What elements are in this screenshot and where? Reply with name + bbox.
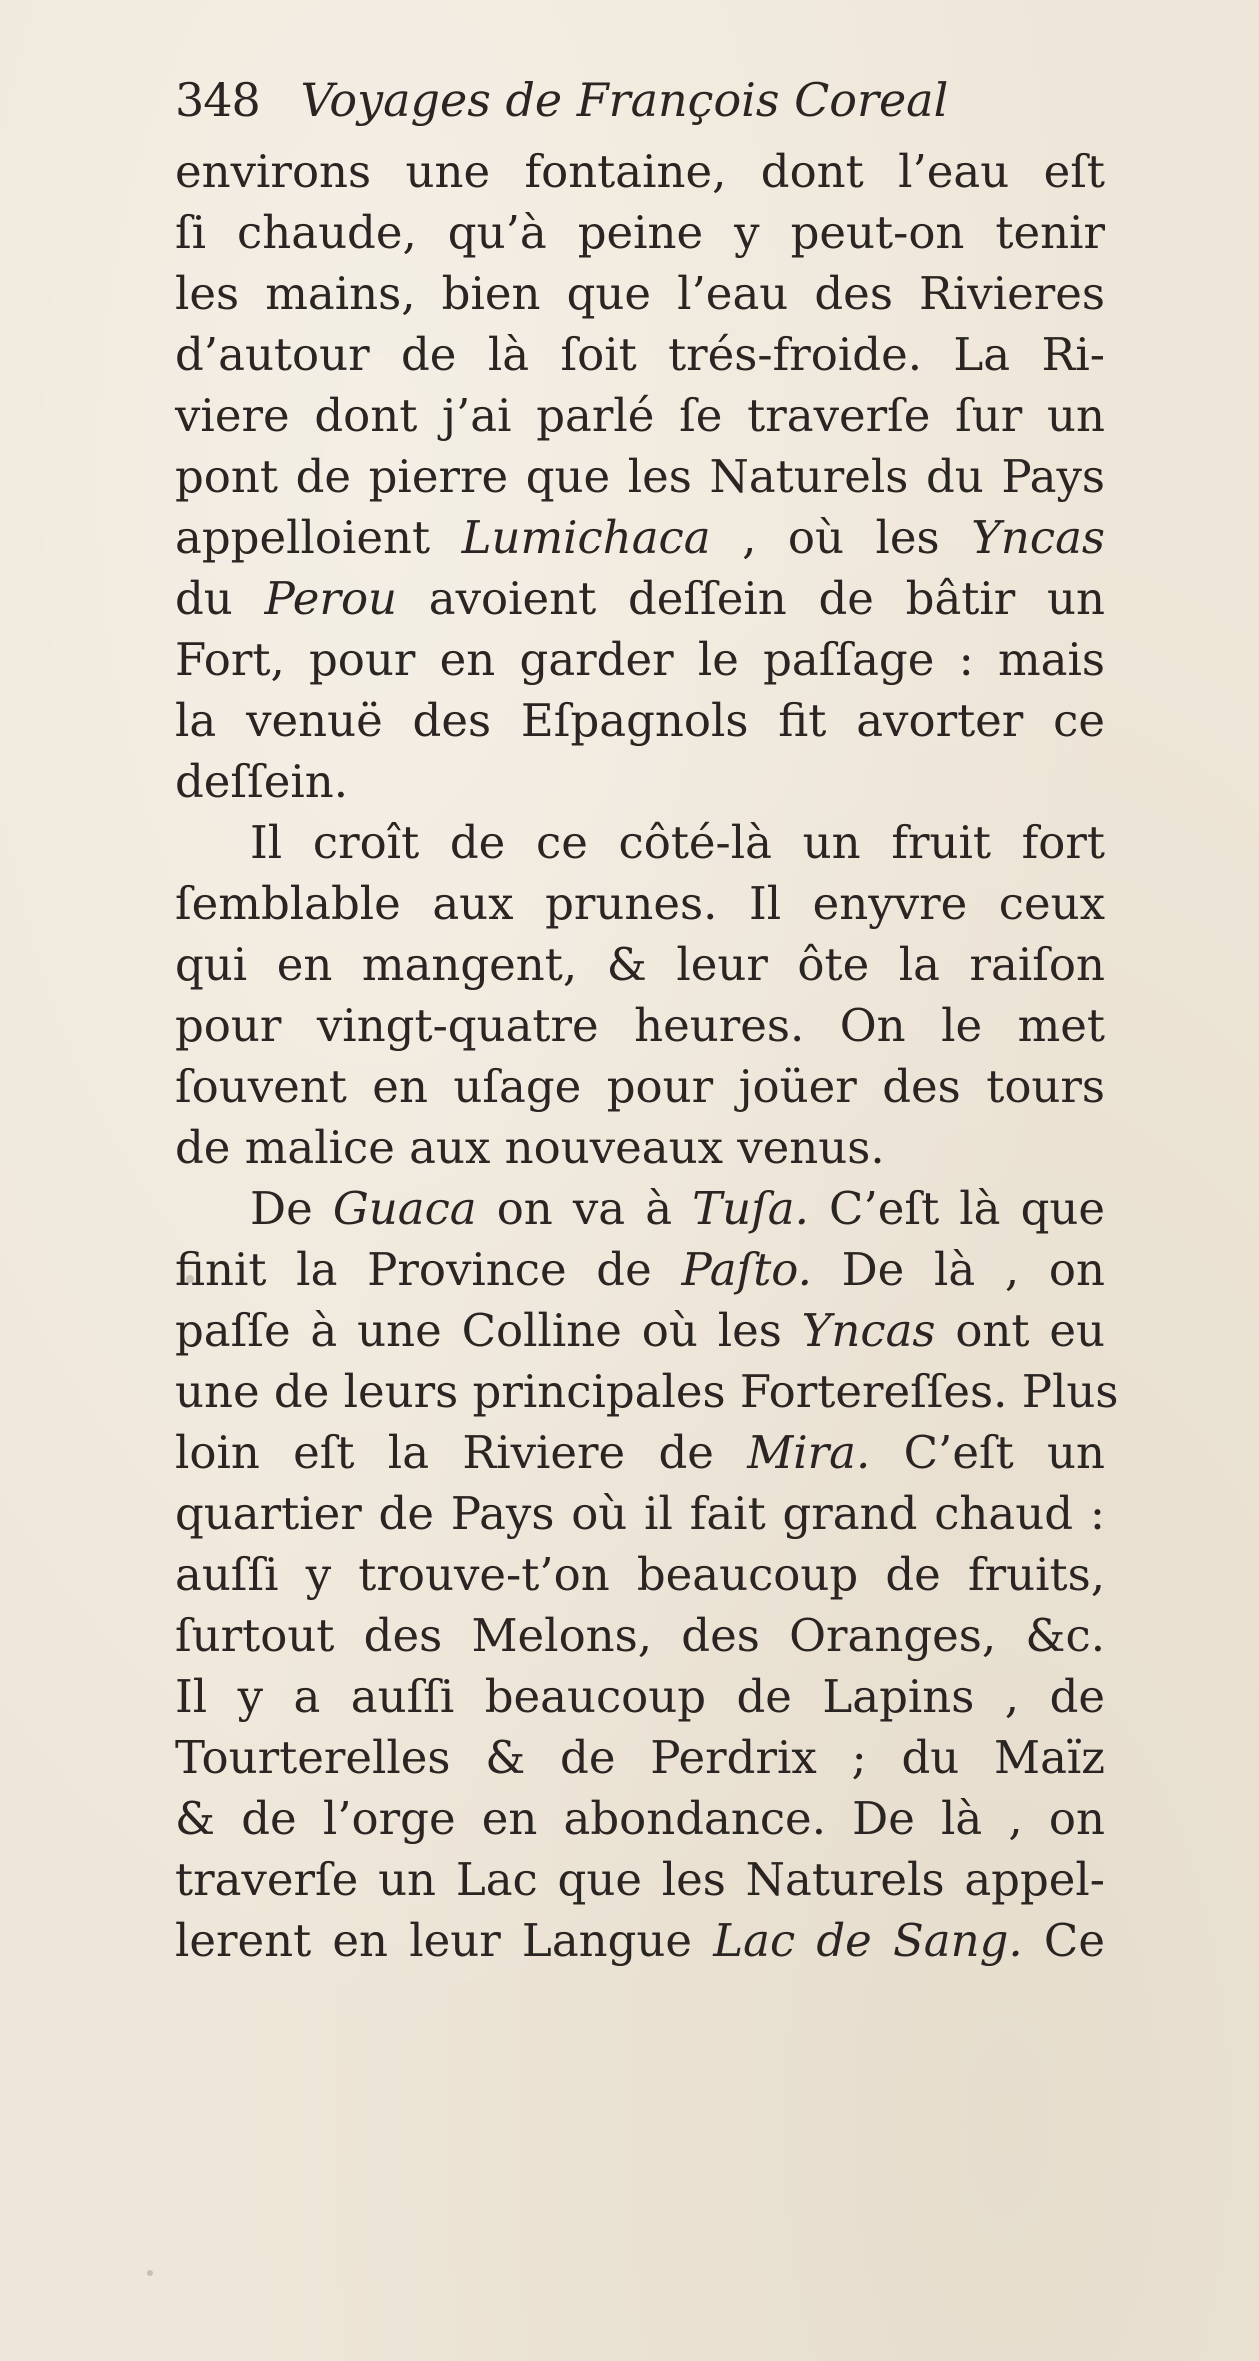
text-line: [175, 324, 1105, 385]
text-segment: C’eſt un: [870, 1426, 1105, 1479]
page-number: 348: [175, 73, 260, 127]
text-line: [175, 1910, 1105, 1971]
text-segment: deſſein.: [175, 755, 349, 808]
text-segment: ont eu: [935, 1304, 1105, 1357]
text-segment: paſſe à une Colline où les: [175, 1304, 802, 1357]
text-line: [175, 629, 1105, 690]
italic-text: Yncas: [801, 1304, 936, 1357]
text-segment: appelloient: [175, 511, 462, 564]
text-segment: on va à: [476, 1182, 693, 1235]
text-segment: les mains, bien que l’eau des Rivieres: [175, 267, 1105, 320]
running-title: Voyages de François Coreal: [300, 73, 949, 127]
text-segment: d’autour de là ſoit trés-froide. La Ri-: [175, 328, 1105, 381]
text-segment: Fort, pour en garder le paſſage : mais: [175, 633, 1105, 686]
text-line: [175, 1056, 1105, 1117]
italic-text: Tuſa.: [692, 1182, 809, 1235]
text-segment: pont de pierre que les Naturels du Pays: [175, 450, 1105, 503]
text-line: [175, 934, 1105, 995]
page-header: [175, 60, 1135, 140]
text-segment: quartier de Pays où il fait grand chaud :: [175, 1487, 1105, 1540]
text-line: [175, 1300, 1105, 1361]
text-segment: environs une fontaine, dont l’eau eſt: [175, 145, 1105, 198]
text-line: [175, 995, 1105, 1056]
text-segment: ſemblable aux prunes. Il enyvre ceux: [175, 877, 1105, 930]
italic-text: Guaca: [332, 1182, 477, 1235]
text-segment: avoient deſſein de bâtir un: [397, 572, 1105, 625]
text-segment: & de l’orge en abondance. De là , on: [175, 1792, 1105, 1845]
text-segment: ſouvent en uſage pour joüer des tours: [175, 1060, 1105, 1113]
text-line: [175, 1117, 1105, 1178]
text-segment: de malice aux nouveaux venus.: [175, 1121, 885, 1174]
text-line: [175, 1239, 1105, 1300]
text-segment: , où les: [710, 511, 972, 564]
text-segment: De: [250, 1182, 333, 1235]
body-text: [175, 141, 1119, 1971]
text-line: [175, 1544, 1105, 1605]
italic-text: Yncas: [971, 511, 1106, 564]
ink-speck: [147, 2270, 153, 2276]
text-segment: finit la Province de: [175, 1243, 682, 1296]
text-line: [175, 1178, 1105, 1239]
text-line: [175, 873, 1105, 934]
text-line: [175, 507, 1105, 568]
text-segment: qui en mangent, & leur ôte la raiſon: [175, 938, 1105, 991]
italic-text: Perou: [264, 572, 398, 625]
italic-text: Lumichaca: [461, 511, 711, 564]
text-line: [175, 385, 1105, 446]
text-segment: Tourterelles & de Perdrix ; du Maïz: [175, 1731, 1105, 1784]
text-segment: auſſi y trouve-t’on beaucoup de fruits,: [175, 1548, 1105, 1601]
text-segment: Il y a auſſi beaucoup de Lapins , de: [175, 1670, 1105, 1723]
text-segment: lerent en leur Langue: [175, 1914, 714, 1967]
text-line: [175, 751, 1105, 812]
text-segment: Ce: [1022, 1914, 1105, 1967]
text-segment: pour vingt-quatre heures. On le met: [175, 999, 1105, 1052]
text-line: [175, 446, 1105, 507]
text-line: [175, 1788, 1105, 1849]
italic-text: Mira.: [747, 1426, 871, 1479]
text-segment: De là , on: [811, 1243, 1106, 1296]
text-line: [175, 263, 1105, 324]
text-line: [175, 202, 1105, 263]
text-line: [175, 1422, 1105, 1483]
italic-text: Lac de Sang.: [713, 1914, 1023, 1967]
text-line: [175, 141, 1105, 202]
text-segment: ſi chaude, qu’à peine y peut-on tenir: [175, 206, 1105, 259]
text-line: [175, 568, 1105, 629]
text-line: [175, 812, 1105, 873]
text-line: [175, 1483, 1105, 1544]
text-segment: viere dont j’ai parlé ſe traverſe ſur un: [175, 389, 1105, 442]
text-segment: C’eſt là que: [808, 1182, 1105, 1235]
text-line: [175, 1361, 1119, 1422]
text-line: [175, 690, 1105, 751]
text-segment: ſurtout des Melons, des Oranges, &c.: [175, 1609, 1105, 1662]
text-segment: du: [175, 572, 265, 625]
text-segment: une de leurs principales Fortereſſes. Plus: [175, 1365, 1119, 1418]
ink-speck: [186, 1275, 194, 1283]
text-segment: traverſe un Lac que les Naturels appel-: [175, 1853, 1105, 1906]
italic-text: Paſto.: [681, 1243, 812, 1296]
text-line: [175, 1849, 1105, 1910]
text-segment: la venuë des Eſpagnols fit avorter ce: [175, 694, 1105, 747]
text-segment: Il croît de ce côté-là un fruit fort: [250, 816, 1105, 869]
text-line: [175, 1605, 1105, 1666]
text-segment: loin eſt la Riviere de: [175, 1426, 748, 1479]
text-line: [175, 1727, 1105, 1788]
text-line: [175, 1666, 1105, 1727]
